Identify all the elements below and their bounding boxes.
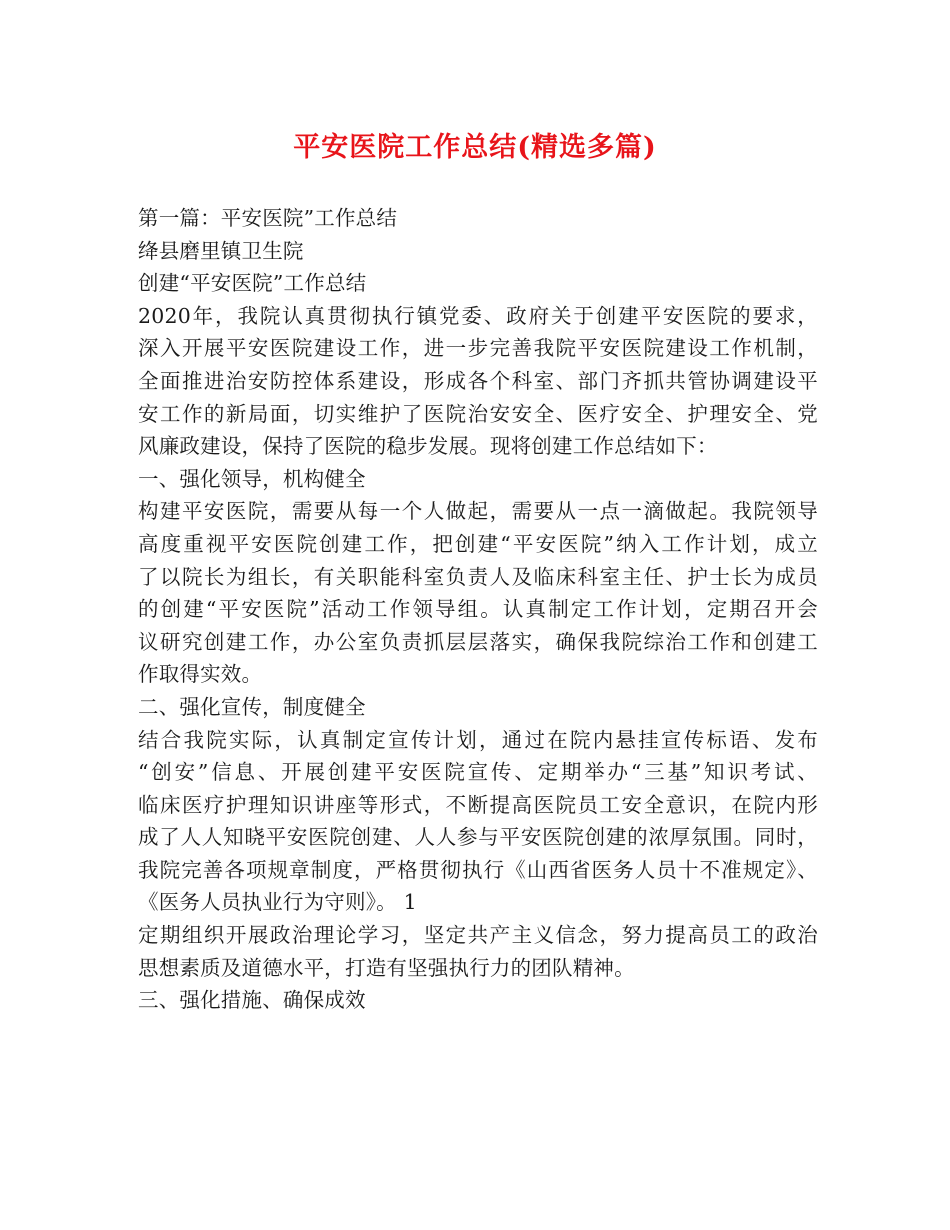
text-line: 安工作的新局面，切实维护了医院治安安全、医疗安全、护理安全、党 xyxy=(138,401,818,426)
text-line: 了以院长为组长，有关职能科室负责人及临床科室主任、护士长为成员 xyxy=(138,564,818,589)
text-line: 2020年，我院认真贯彻执行镇党委、政府关于创建平安医院的要求， xyxy=(138,303,818,328)
text-line: 高度重视平安医院创建工作，把创建“平安医院”纳入工作计划，成立 xyxy=(138,531,818,556)
text-line: 风廉政建设，保持了医院的稳步发展。现将创建工作总结如下： xyxy=(138,434,718,459)
text-line: 绛县磨里镇卫生院 xyxy=(138,238,304,263)
text-line: 《医务人员执业行为守则》。 1 xyxy=(138,890,417,915)
text-line: 作取得实效。 xyxy=(138,662,263,687)
document-title: 平安医院工作总结(精选多篇) xyxy=(293,132,657,163)
text-line: 二、强化宣传，制度健全 xyxy=(138,694,366,719)
text-line: 定期组织开展政治理论学习，坚定共产主义信念，努力提高员工的政治 xyxy=(138,923,818,948)
text-line: 三、强化措施、确保成效 xyxy=(138,988,366,1013)
document-body xyxy=(138,202,818,1017)
text-line: 结合我院实际，认真制定宣传计划，通过在院内悬挂宣传标语、发布 xyxy=(138,727,818,752)
text-line: 一、强化领导，机构健全 xyxy=(138,466,366,491)
text-line: 议研究创建工作，办公室负责抓层层落实，确保我院综治工作和创建工 xyxy=(138,629,818,654)
text-line: 创建“平安医院”工作总结 xyxy=(138,271,367,296)
text-line: 全面推进治安防控体系建设，形成各个科室、部门齐抓共管协调建设平 xyxy=(138,368,818,393)
text-line: 思想素质及道德水平，打造有坚强执行力的团队精神。 xyxy=(138,955,635,980)
text-line: 成了人人知晓平安医院创建、人人参与平安医院创建的浓厚氛围。同时， xyxy=(138,825,818,850)
text-line: 构建平安医院，需要从每一个人做起，需要从一点一滴做起。我院领导 xyxy=(138,499,818,524)
text-line: 我院完善各项规章制度，严格贯彻执行《山西省医务人员十不准规定》、 xyxy=(138,857,818,882)
text-line: “创安”信息、开展创建平安医院宣传、定期举办“三基”知识考试、 xyxy=(138,760,818,785)
text-line: 深入开展平安医院建设工作，进一步完善我院平安医院建设工作机制， xyxy=(138,336,818,361)
text-line: 第一篇：平安医院”工作总结 xyxy=(138,206,398,230)
text-line: 的创建“平安医院”活动工作领导组。认真制定工作计划，定期召开会 xyxy=(138,597,818,622)
text-line: 临床医疗护理知识讲座等形式，不断提高医院员工安全意识，在院内形 xyxy=(138,792,818,817)
